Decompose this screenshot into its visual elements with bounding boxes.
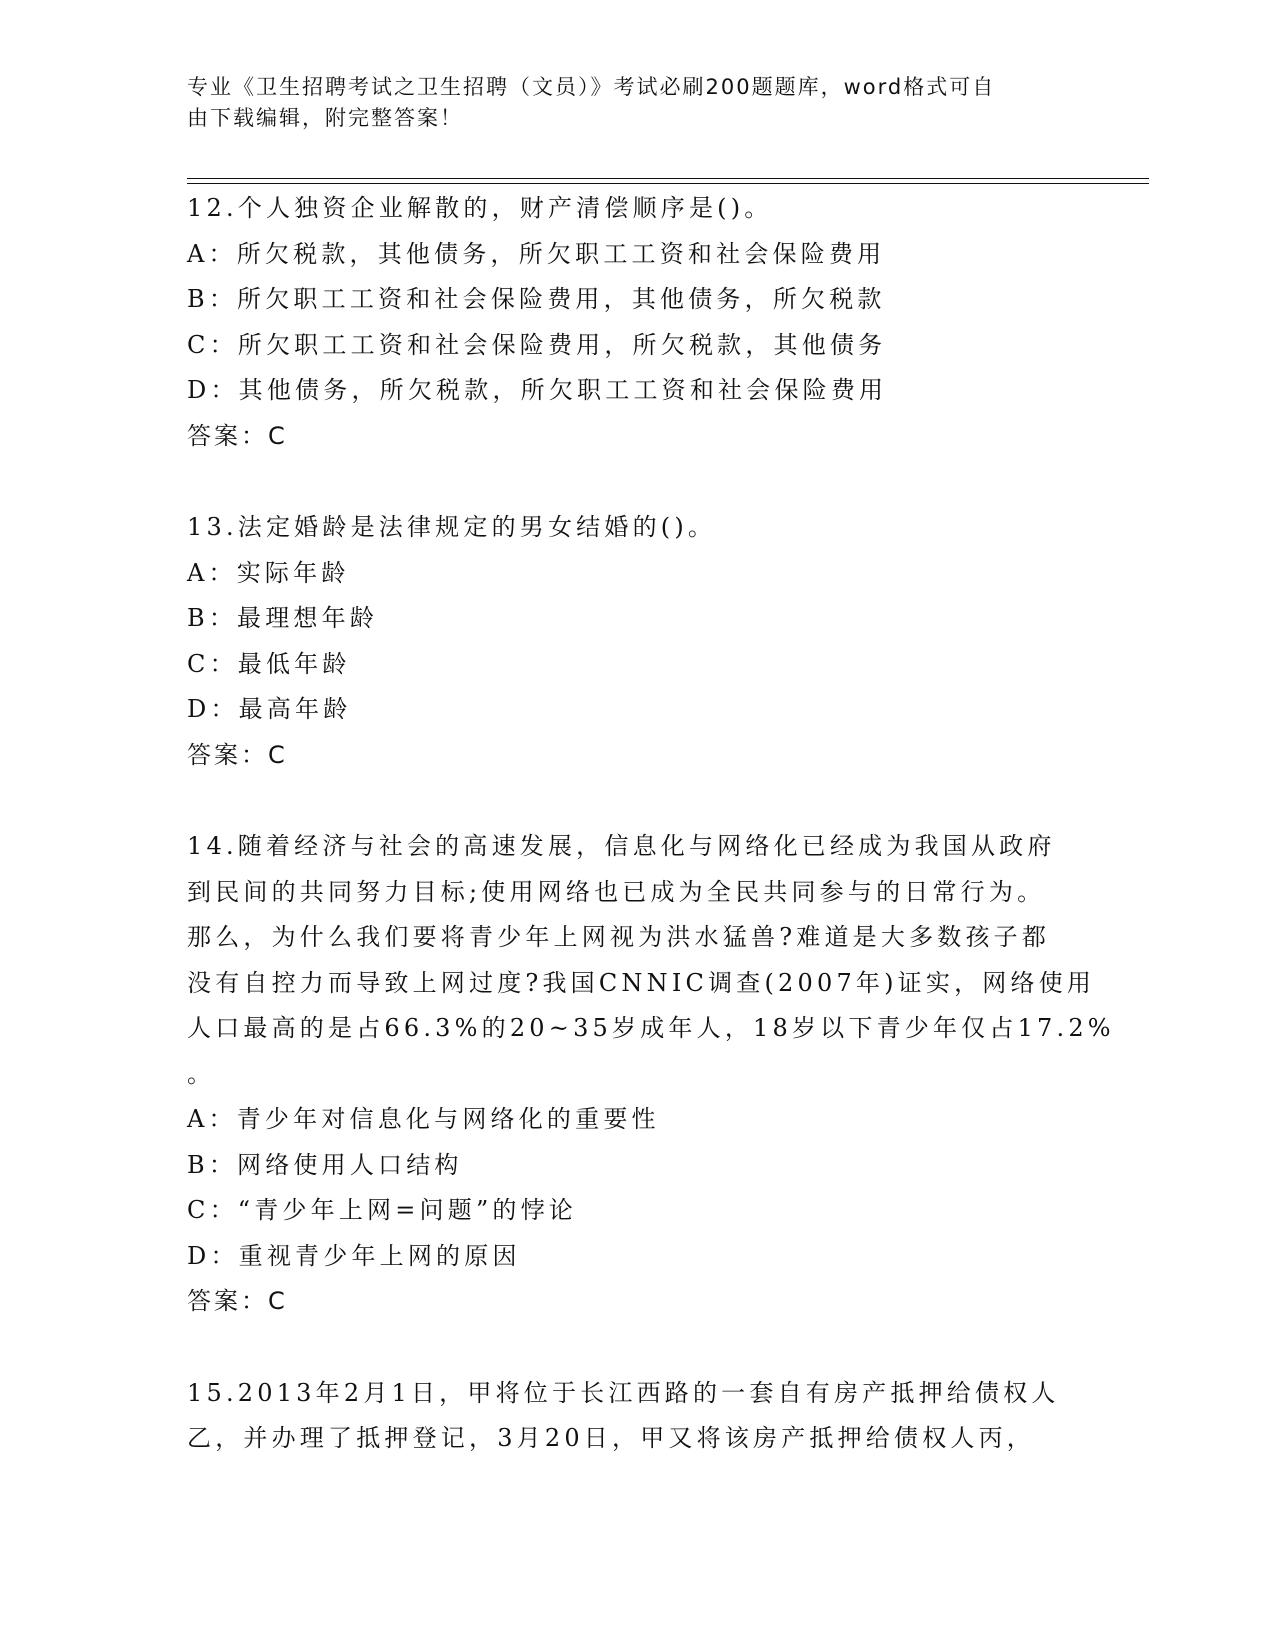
question-12	[187, 186, 1087, 459]
question-stem: 12.个人独资企业解散的，财产清偿顺序是()。	[187, 194, 773, 222]
question-13	[187, 505, 1087, 778]
question-stem-line: 到民间的共同努力目标;使用网络也已成为全民共同参与的日常行为。	[187, 877, 1046, 906]
question-stem-line: 14.随着经济与社会的高速发展，信息化与网络化已经成为我国从政府	[187, 832, 1056, 860]
question-list	[187, 186, 1115, 1508]
option-b: B：最理想年龄	[187, 604, 379, 632]
question-stem-line: 那么，为什么我们要将青少年上网视为洪水猛兽?难道是大多数孩子都	[187, 923, 1051, 951]
document-header-title: 专业《卫生招聘考试之卫生招聘（文员）》考试必刷200题题库，word格式可自 由下载编辑，附完整答案！	[187, 75, 996, 130]
question-stem-line: 人口最高的是占66.3%的20~35岁成年人，18岁以下青少年仅占17.2%	[187, 1014, 1115, 1042]
question-14	[187, 824, 1115, 1325]
answer-label: 答案：C	[187, 421, 288, 450]
option-b: B：所欠职工工资和社会保险费用，其他债务，所欠税款	[187, 285, 886, 313]
option-b: B：网络使用人口结构	[187, 1150, 463, 1179]
answer-label: 答案：C	[187, 740, 288, 769]
header-divider-bottom	[187, 183, 1149, 184]
option-a: A：所欠税款，其他债务，所欠职工工资和社会保险费用	[187, 239, 886, 268]
question-stem-line: 。	[187, 1059, 216, 1088]
option-c: C：所欠职工工资和社会保险费用，所欠税款，其他债务	[187, 330, 887, 359]
option-d: D：最高年龄	[187, 695, 352, 723]
option-d: D：重视青少年上网的原因	[187, 1241, 521, 1270]
question-stem: 13.法定婚龄是法律规定的男女结婚的()。	[187, 513, 717, 541]
header-divider-top	[187, 178, 1149, 179]
question-stem-line: 没有自控力而导致上网过度?我国CNNIC调查(2007年)证实，网络使用	[187, 968, 1096, 997]
option-a: A：青少年对信息化与网络化的重要性	[187, 1105, 660, 1133]
option-c: C：最低年龄	[187, 649, 351, 678]
answer-label: 答案：C	[187, 1287, 288, 1315]
option-c: C：“青少年上网=问题”的悖论	[187, 1196, 578, 1224]
option-a: A：实际年龄	[187, 558, 350, 587]
question-stem-line: 乙，并办理了抵押登记，3月20日，甲又将该房产抵押给债权人丙，	[187, 1424, 1036, 1452]
question-15	[187, 1371, 1087, 1462]
option-d: D：其他债务，所欠税款，所欠职工工资和社会保险费用	[187, 376, 888, 404]
question-stem-line: 15.2013年2月1日，甲将位于长江西路的一套自有房产抵押给债权人	[187, 1378, 1060, 1407]
